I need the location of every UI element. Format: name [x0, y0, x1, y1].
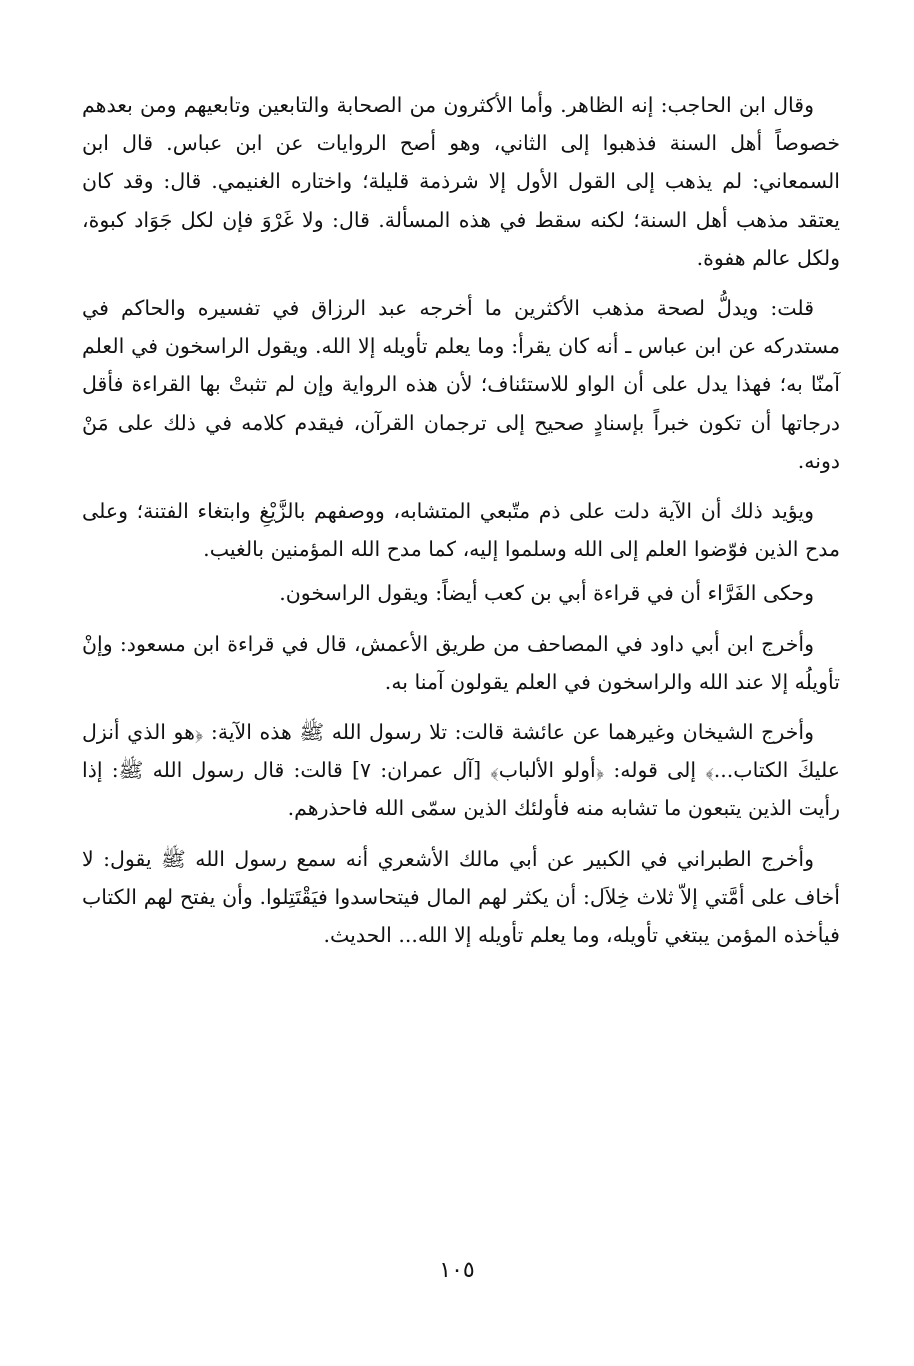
page-body: [82, 86, 840, 966]
paragraph-aisha-hadith: وأخرج الشيخان وغيرهما عن عائشة قالت: تلا رسول الله ﷺ هذه الآية: ﴿هو الذي أنزل عليكَ الكتاب...﴾ إلى قوله: ﴿أولو الألباب﴾ [آل عمران: ٧] قالت: قال رسول الله ﷺ: إذا رأيت الذين يتبعون ما تشابه منه فأولئك الذين سمّى الله فاحذرهم.: [82, 720, 840, 821]
paragraph-tabarani-hadith: وأخرج الطبراني في الكبير عن أبي مالك الأشعري أنه سمع رسول الله ﷺ يقول: لا أخاف على أمَّتي إلاّ ثلاث خِلاَل: أن يكثر لهم المال فيتحاسدوا فيَقْتَتِلوا. وأن يفتح لهم الكتاب فيأخذه المؤمن يبتغي تأويله، وما يعلم تأويله إلا الله... الحديث.: [82, 846, 840, 948]
page-number: ١٠٥: [439, 1258, 475, 1283]
paragraph-ibn-hajib: وقال ابن الحاجب: إنه الظاهر. وأما الأكثرون من الصحابة والتابعين وتابعيهم ومن بعدهم خصوصاً أهل السنة فذهبوا إلى الثاني، وهو أصح الروايات عن ابن عباس. قال ابن السمعاني: لم يذهب إلى القول الأول إلا شرذمة قليلة؛ واختاره الغنيمي. قال: وقد كان يعتقد مذهب أهل السنة؛ لكنه سقط في هذه المسألة. قال: ولا غَرْوَ فإن لكل جَوَاد كبوة، ولكل عالم هفوة.: [82, 93, 840, 270]
paragraph-ibn-abi-dawud: وأخرج ابن أبي داود في المصاحف من طريق الأعمش، قال في قراءة ابن مسعود: وإنْ تأويلُه إلا عند الله والراسخون في العلم يقولون آمنا به.: [82, 631, 840, 694]
paragraph-verse-support: ويؤيد ذلك أن الآية دلت على ذم متّبعي المتشابه، ووصفهم بالزَّيْغِ وابتغاء الفتنة؛ وعلى مدح الذين فوّضوا العلم إلى الله وسلموا إليه، كما مدح الله المؤمنين بالغيب.: [82, 499, 840, 562]
paragraph-farra-reading: وحكى الفَرَّاء أن في قراءة أبي بن كعب أيضاً: ويقول الراسخون.: [279, 581, 814, 606]
paragraph-majority-view: قلت: ويدلُّ لصحة مذهب الأكثرين ما أخرجه عبد الرزاق في تفسيره والحاكم في مستدركه عن ابن عباس ـ أنه كان يقرأ: وما يعلم تأويله إلا الله. ويقول الراسخون في العلم آمنّا به؛ فهذا يدل على أن الواو للاستئناف؛ لأن هذه الرواية وإن لم تثبتْ بها القراءة فأقل درجاتها أن تكون خبراً بإسنادٍ صحيح إلى ترجمان القرآن، فيقدم كلامه في ذلك على مَنْ دونه.: [82, 296, 840, 473]
